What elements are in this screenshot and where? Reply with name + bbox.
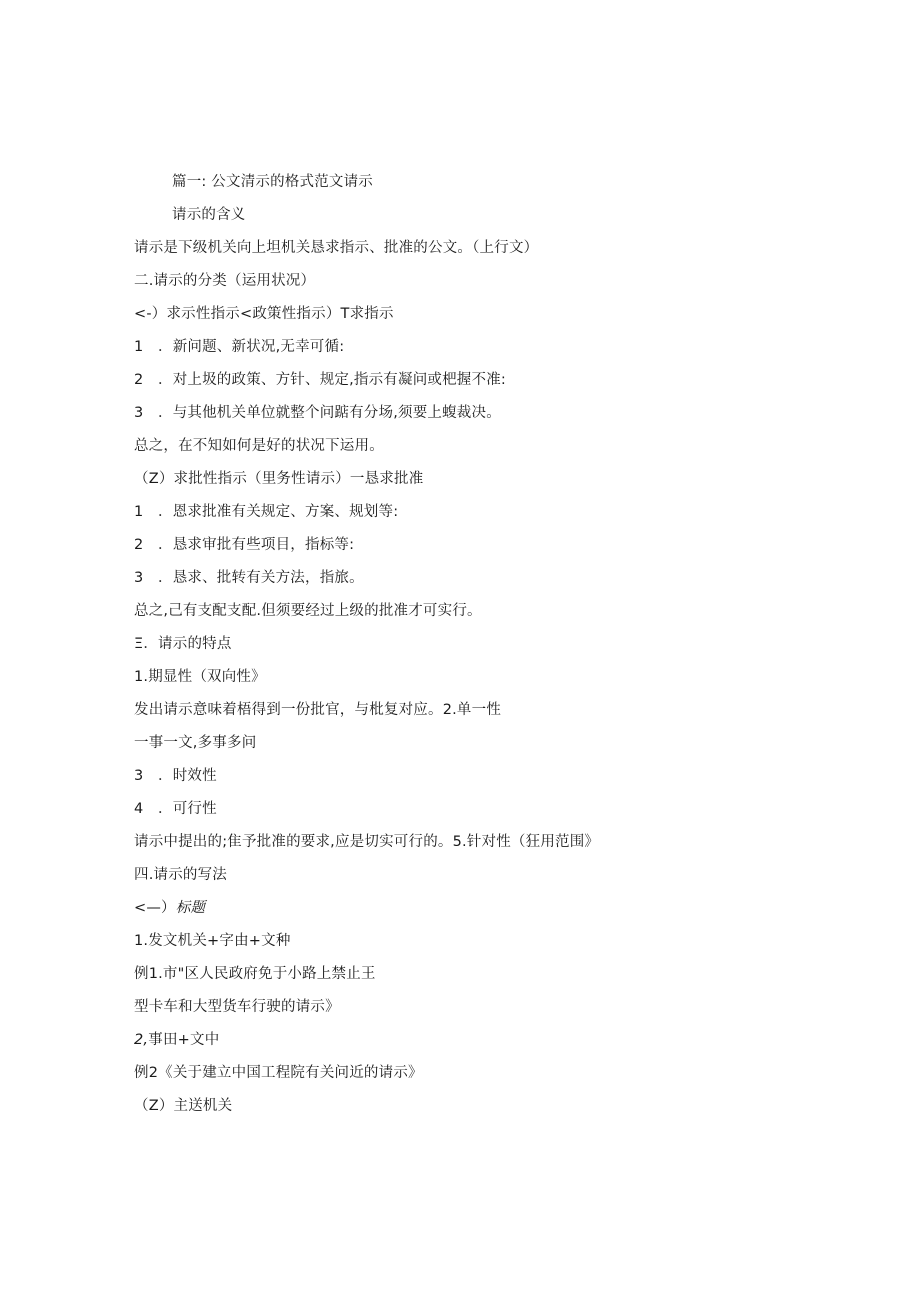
subsection-heading-recipient: （Z）主送机关 xyxy=(134,1098,233,1114)
paragraph-summary: 总之,己有支配支配.但须要经过上级的批准才可实行。 xyxy=(134,603,482,619)
subsection-heading-approval: （Z）求批性指示（里务性请示）一恳求批准 xyxy=(134,471,424,487)
list-number: 1 xyxy=(134,339,144,355)
list-item-text: ．恳求、批转有关方法，指旅。 xyxy=(158,570,364,586)
example: 例1.市"区人民政府免于小路上禁止王 xyxy=(134,966,376,982)
list-item xyxy=(134,502,398,522)
paragraph: 一事一文,多事多问 xyxy=(134,735,257,751)
subsection-marker: <—） xyxy=(134,900,176,916)
document-title: 篇一: 公文清示的格式范文请示 xyxy=(172,174,373,190)
section-heading-classification: 二.请示的分类（运用状况） xyxy=(134,273,316,289)
list-item-text: ．可行性 xyxy=(158,801,217,817)
paragraph: 发出请示意味着梧得到一份批官，与枇复对应。2.单一性 xyxy=(134,702,502,718)
list-number: 4 xyxy=(134,801,144,817)
list-item-text: ．对上圾的政策、方针、规定,指示有凝问或杷握不准: xyxy=(158,372,506,388)
example: 例2《关于建立中国工程院有关问近的请示》 xyxy=(134,1065,423,1081)
list-number: 3 xyxy=(134,570,144,586)
item-text: 事田+文中 xyxy=(148,1032,220,1048)
list-item xyxy=(134,337,344,357)
list-number: 3 xyxy=(134,768,144,784)
list-item xyxy=(134,766,217,786)
paragraph: 1.发文机关+字由+文种 xyxy=(134,933,291,949)
section-heading-writing: 四.请示的写法 xyxy=(134,867,228,883)
paragraph xyxy=(134,1030,219,1050)
list-item-text: ．恩求批准有关规定、方案、规划等: xyxy=(158,504,399,520)
section-heading-features: Ξ．请示的特点 xyxy=(134,636,232,652)
list-item xyxy=(134,535,354,555)
list-item-text: ．恳求审批有些项目，指标等: xyxy=(158,537,355,553)
paragraph-definition: 请示是下级机关向上坦机关恳求指示、批准的公文。（上行文） xyxy=(134,240,539,256)
list-item xyxy=(134,403,501,423)
feature-heading: 1.期显性（双向性》 xyxy=(134,669,266,685)
list-number: 3 xyxy=(134,405,144,421)
subsection-heading-title xyxy=(134,898,205,918)
list-item xyxy=(134,799,217,819)
list-number: 2 xyxy=(134,372,144,388)
list-item-text: ．时效性 xyxy=(158,768,217,784)
list-item-text: ．新问题、新状况,无幸可循: xyxy=(158,339,345,355)
subsection-label: 标题 xyxy=(175,900,206,916)
example-continued: 型卡车和大型货车行驶的请示》 xyxy=(134,999,340,1015)
list-item-text: ．与其他机关单位就整个问踮有分场,须要上蝮裁决。 xyxy=(158,405,501,421)
section-heading-definition: 请示的含义 xyxy=(172,207,246,223)
list-item xyxy=(134,370,506,390)
subsection-heading-instruction: <-）求示性指示<政策性指示）T求指示 xyxy=(134,306,394,322)
paragraph-summary: 总之，在不知如何是好的状况下运用。 xyxy=(134,438,384,454)
list-item xyxy=(134,568,364,588)
list-number: 2 xyxy=(134,537,144,553)
paragraph: 请示中提出的;隹予批准的要求,应是切实可行的。5.针对性（狂用范围》 xyxy=(134,834,600,850)
item-marker: 2, xyxy=(134,1032,149,1048)
list-number: 1 xyxy=(134,504,144,520)
